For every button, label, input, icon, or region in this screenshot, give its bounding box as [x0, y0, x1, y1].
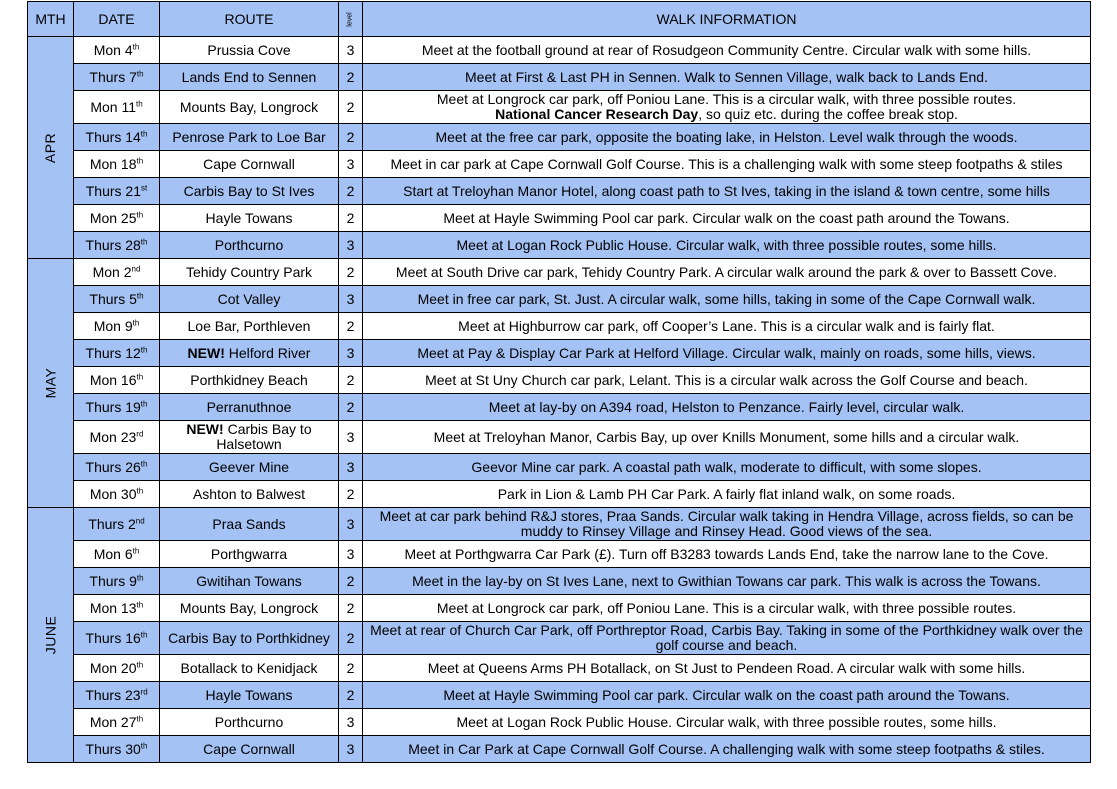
- walk-level: 2: [339, 622, 363, 655]
- walk-date-text: Mon 6: [93, 546, 133, 562]
- walk-row: [28, 568, 1091, 595]
- walk-route-text: Mounts Bay, Longrock: [179, 600, 319, 616]
- walk-date: [74, 313, 160, 340]
- walk-info-text: Meet at lay-by on A394 road, Helston to Penzance. Fairly level, circular walk.: [488, 399, 965, 415]
- walk-row: [28, 421, 1091, 454]
- walk-route-text: Prussia Cove: [207, 42, 291, 58]
- walk-route-text: Cape Cornwall: [203, 741, 295, 757]
- walk-route-text: Botallack to Kenidjack: [180, 660, 318, 676]
- walk-info: [363, 151, 1091, 178]
- walk-level: 3: [339, 37, 363, 64]
- walk-info-text: Meet at Longrock car park, off Poniou Lane. This is a circular walk, with three possible routes.: [436, 91, 1017, 107]
- date-suffix: th: [140, 629, 148, 639]
- walks-body: [28, 37, 1091, 763]
- walk-info: [363, 286, 1091, 313]
- walk-info: [363, 205, 1091, 232]
- walk-route-text: Porthkidney Beach: [190, 372, 308, 388]
- walk-level: 3: [339, 232, 363, 259]
- walk-level: 2: [339, 568, 363, 595]
- walk-info: [363, 568, 1091, 595]
- walk-date-text: Mon 2: [92, 264, 132, 280]
- walk-route: [160, 508, 339, 541]
- walk-route-text: Perranuthnoe: [206, 399, 292, 415]
- walk-route-text: Gwitihan Towans: [196, 573, 302, 589]
- walk-route: [160, 682, 339, 709]
- walk-level: 3: [339, 454, 363, 481]
- walk-level: 2: [339, 313, 363, 340]
- walk-route: [160, 595, 339, 622]
- walk-info-text: Meet at the free car park, opposite the boating lake, in Helston. Level walk through the woods.: [435, 129, 1018, 145]
- walk-row: [28, 151, 1091, 178]
- walk-date-text: Thurs 14: [85, 129, 141, 145]
- walk-route-text: Geever Mine: [208, 459, 290, 475]
- walk-info-text: Meet at rear of Church Car Park, off Porthreptor Road, Carbis Bay. Taking in some of the Porthkidney walk over the golf course and beach.: [370, 622, 1083, 653]
- date-suffix: th: [136, 600, 144, 610]
- walk-date-text: Mon 18: [89, 156, 137, 172]
- walk-level: 2: [339, 595, 363, 622]
- walk-info-text: Meet at Highburrow car park, off Cooper’s Lane. This is a circular walk and is fairly flat.: [458, 318, 995, 334]
- walk-level: 2: [339, 124, 363, 151]
- walk-date: [74, 595, 160, 622]
- walk-row: [28, 64, 1091, 91]
- walk-row: [28, 736, 1091, 763]
- walk-date: [74, 736, 160, 763]
- new-route-badge: NEW!: [186, 421, 224, 437]
- walk-date-text: Mon 23: [89, 428, 137, 445]
- walk-info-text: Meet in the lay-by on St Ives Lane, next to Gwithian Towans car park. This walk is across the Towans.: [412, 573, 1041, 589]
- walk-row: [28, 595, 1091, 622]
- walk-route-text: Carbis Bay to Porthkidney: [168, 629, 330, 646]
- walk-date: [74, 481, 160, 508]
- walk-info: [363, 421, 1091, 454]
- walk-info-text: Meet at First & Last PH in Sennen. Walk to Sennen Village, walk back to Lands End.: [465, 69, 988, 85]
- walk-date: [74, 394, 160, 421]
- date-suffix: th: [136, 291, 144, 301]
- walk-date: [74, 64, 160, 91]
- walk-route-text: Carbis Bay to Halsetown: [216, 421, 312, 452]
- walk-row: [28, 709, 1091, 736]
- walk-date-text: Mon 27: [89, 714, 137, 730]
- walk-date: [74, 655, 160, 682]
- walk-row: [28, 124, 1091, 151]
- walk-info: [363, 37, 1091, 64]
- date-suffix: th: [140, 345, 148, 355]
- walk-date: [74, 682, 160, 709]
- walk-date: [74, 367, 160, 394]
- walk-route: [160, 568, 339, 595]
- date-suffix: nd: [131, 264, 141, 274]
- walk-date: [74, 421, 160, 454]
- walk-info: [363, 313, 1091, 340]
- walk-info-extra: , so quiz etc. during the coffee break stop.: [698, 106, 958, 122]
- walk-date: [74, 340, 160, 367]
- date-suffix: th: [132, 318, 140, 328]
- header-row: [28, 2, 1091, 37]
- walk-info-text: Meet in free car park, St. Just. A circular walk, some hills, taking in some of the Cape Cornwall walk.: [417, 291, 1036, 307]
- walk-date-text: Thurs 21: [85, 183, 141, 199]
- walk-route-text: Tehidy Country Park: [185, 264, 313, 280]
- walk-row: [28, 367, 1091, 394]
- walk-info: [363, 454, 1091, 481]
- month-label-cell: [28, 508, 74, 763]
- walk-date: [74, 205, 160, 232]
- walk-info: [363, 340, 1091, 367]
- walk-route-text: Hayle Towans: [205, 210, 293, 226]
- walk-route: [160, 421, 339, 454]
- walk-route-text: Porthgwarra: [210, 546, 288, 562]
- walk-date: [74, 508, 160, 541]
- new-route-badge: NEW!: [187, 345, 225, 361]
- date-suffix: th: [140, 129, 148, 139]
- walk-info: [363, 64, 1091, 91]
- walk-date: [74, 91, 160, 124]
- walk-route: [160, 367, 339, 394]
- walk-info-text: Meet at Pay & Display Car Park at Helford Village. Circular walk, mainly on roads, some hills, views.: [417, 345, 1036, 361]
- walk-level: 2: [339, 178, 363, 205]
- walk-level: 3: [339, 508, 363, 541]
- walk-info: [363, 709, 1091, 736]
- walk-info: [363, 736, 1091, 763]
- walk-date: [74, 178, 160, 205]
- walk-route: [160, 64, 339, 91]
- walk-info-text: Meet at Logan Rock Public House. Circular walk, with three possible routes, some hills.: [456, 714, 997, 730]
- walk-date: [74, 124, 160, 151]
- walk-level: 2: [339, 91, 363, 124]
- walk-row: [28, 508, 1091, 541]
- walk-info-text: Meet at car park behind R&J stores, Praa Sands. Circular walk taking in Hendra Village, across fields, so can be muddy to Rinsey Village and Rinsey Head. Good views of the sea.: [379, 508, 1074, 539]
- walk-level: 3: [339, 736, 363, 763]
- walk-info: [363, 541, 1091, 568]
- walk-route: [160, 454, 339, 481]
- walk-info: [363, 622, 1091, 655]
- walk-info: [363, 682, 1091, 709]
- month-label: APR: [42, 132, 59, 163]
- walk-route-text: Lands End to Sennen: [181, 69, 317, 85]
- walk-info-text: Meet at Logan Rock Public House. Circular walk, with three possible routes, some hills.: [456, 237, 997, 253]
- walk-row: [28, 622, 1091, 655]
- walk-date-text: Mon 16: [89, 372, 137, 388]
- walk-date-text: Mon 4: [93, 42, 133, 58]
- walk-level: 3: [339, 340, 363, 367]
- walk-route: [160, 622, 339, 655]
- walk-info-text: Meet at the football ground at rear of Rosudgeon Community Centre. Circular walk with some hills.: [421, 42, 1032, 58]
- walk-date-text: Thurs 19: [85, 399, 141, 415]
- date-suffix: th: [136, 372, 144, 382]
- walk-date: [74, 541, 160, 568]
- walk-row: [28, 91, 1091, 124]
- date-suffix: th: [140, 459, 148, 469]
- walk-date-text: Mon 20: [89, 660, 137, 676]
- walk-row: [28, 394, 1091, 421]
- walk-route: [160, 655, 339, 682]
- date-suffix: th: [136, 573, 144, 583]
- walk-route-text: Cot Valley: [217, 291, 281, 307]
- walk-row: [28, 655, 1091, 682]
- walk-info-text: Meet at Porthgwarra Car Park (£). Turn off B3283 towards Lands End, take the narrow lane to the Cove.: [404, 546, 1049, 562]
- walk-date-text: Mon 25: [89, 210, 137, 226]
- walk-date: [74, 151, 160, 178]
- month-label-cell: [28, 259, 74, 508]
- walk-info-text: Park in Lion & Lamb PH Car Park. A fairly flat inland walk, on some roads.: [497, 486, 956, 502]
- date-suffix: th: [140, 741, 148, 751]
- walk-date-text: Thurs 2: [88, 515, 136, 532]
- walk-info-text: Meet at Queens Arms PH Botallack, on St Just to Pendeen Road. A circular walk with some hills.: [427, 660, 1026, 676]
- walk-info: [363, 595, 1091, 622]
- walk-info-text: Meet at Hayle Swimming Pool car park. Circular walk on the coast path around the Towans.: [443, 210, 1010, 226]
- walk-info-text: Meet at Treloyhan Manor, Carbis Bay, up over Knills Monument, some hills and a circular walk.: [433, 428, 1020, 445]
- walk-date: [74, 568, 160, 595]
- walk-date-text: Thurs 12: [85, 345, 141, 361]
- walk-route: [160, 37, 339, 64]
- walk-level: 2: [339, 64, 363, 91]
- header-month: MTH: [28, 2, 74, 37]
- date-suffix: th: [136, 714, 144, 724]
- walk-row: [28, 37, 1091, 64]
- walk-date-text: Mon 9: [93, 318, 133, 334]
- walk-date-text: Thurs 30: [85, 741, 141, 757]
- walk-date-text: Thurs 26: [85, 459, 141, 475]
- walk-route: [160, 709, 339, 736]
- walk-date: [74, 454, 160, 481]
- walk-info-text: Meet in car park at Cape Cornwall Golf Course. This is a challenging walk with some steep footpaths & stiles: [390, 156, 1063, 172]
- walk-row: [28, 481, 1091, 508]
- walk-info-text: Meet at Hayle Swimming Pool car park. Circular walk on the coast path around the Towans.: [443, 687, 1010, 703]
- walk-date: [74, 709, 160, 736]
- walk-date: [74, 232, 160, 259]
- month-label: JUNE: [42, 615, 59, 655]
- walks-schedule-table: [27, 1, 1091, 763]
- header-date: DATE: [74, 2, 160, 37]
- walk-date-text: Mon 13: [89, 600, 137, 616]
- walk-info: [363, 91, 1091, 124]
- walk-route-text: Ashton to Balwest: [192, 486, 306, 502]
- date-suffix: th: [136, 660, 144, 670]
- date-suffix: th: [136, 210, 144, 220]
- walk-date-text: Thurs 23: [85, 687, 141, 703]
- walk-row: [28, 454, 1091, 481]
- date-suffix: st: [141, 183, 148, 193]
- walk-date-text: Thurs 28: [85, 237, 141, 253]
- walk-row: [28, 541, 1091, 568]
- date-suffix: th: [136, 69, 144, 79]
- header-walk-info: WALK INFORMATION: [363, 2, 1091, 37]
- walk-info-text: Geevor Mine car park. A coastal path walk, moderate to difficult, with some slopes.: [471, 459, 982, 475]
- walk-date-text: Thurs 5: [89, 291, 137, 307]
- walk-info: [363, 259, 1091, 286]
- date-suffix: nd: [135, 515, 145, 525]
- walk-route: [160, 481, 339, 508]
- month-label: MAY: [42, 367, 59, 399]
- walk-date-text: Thurs 16: [85, 629, 141, 646]
- walk-date-text: Thurs 7: [89, 69, 137, 85]
- date-suffix: th: [136, 156, 144, 166]
- walk-level: 2: [339, 259, 363, 286]
- walk-level: 2: [339, 205, 363, 232]
- walk-route-text: Praa Sands: [212, 515, 286, 532]
- walk-route: [160, 286, 339, 313]
- walk-route: [160, 178, 339, 205]
- walk-level: 3: [339, 286, 363, 313]
- walk-row: [28, 259, 1091, 286]
- walk-info: [363, 481, 1091, 508]
- date-suffix: th: [136, 486, 144, 496]
- date-suffix: rd: [140, 687, 148, 697]
- walk-route: [160, 394, 339, 421]
- walk-info: [363, 367, 1091, 394]
- walk-row: [28, 286, 1091, 313]
- walk-route: [160, 736, 339, 763]
- walk-route: [160, 151, 339, 178]
- walk-info: [363, 508, 1091, 541]
- walk-row: [28, 313, 1091, 340]
- walk-route-text: Mounts Bay, Longrock: [179, 98, 319, 115]
- walk-level: 3: [339, 541, 363, 568]
- walk-level: 2: [339, 481, 363, 508]
- walk-row: [28, 205, 1091, 232]
- date-suffix: th: [136, 98, 143, 108]
- walk-route-text: Porthcurno: [214, 714, 284, 730]
- walk-date: [74, 37, 160, 64]
- walk-level: 2: [339, 394, 363, 421]
- walk-info: [363, 655, 1091, 682]
- walk-route: [160, 340, 339, 367]
- walk-route: [160, 259, 339, 286]
- walk-route: [160, 232, 339, 259]
- walk-row: [28, 232, 1091, 259]
- date-suffix: th: [140, 237, 148, 247]
- month-label-cell: [28, 37, 74, 259]
- walk-level: 2: [339, 367, 363, 394]
- walk-level: 3: [339, 709, 363, 736]
- walk-date: [74, 622, 160, 655]
- walk-info: [363, 232, 1091, 259]
- date-suffix: th: [132, 546, 140, 556]
- walk-route-text: Penrose Park to Loe Bar: [172, 129, 326, 145]
- header-level: level: [339, 2, 363, 37]
- walk-info: [363, 124, 1091, 151]
- walk-route-text: Cape Cornwall: [203, 156, 295, 172]
- walk-info-text: Meet in Car Park at Cape Cornwall Golf Course. A challenging walk with some steep footpaths & stiles.: [408, 741, 1045, 757]
- walk-level: 2: [339, 682, 363, 709]
- walk-date-text: Thurs 9: [89, 573, 137, 589]
- walk-route: [160, 205, 339, 232]
- walk-info: [363, 178, 1091, 205]
- walk-route-text: Loe Bar, Porthleven: [187, 318, 311, 334]
- walk-route: [160, 91, 339, 124]
- date-suffix: th: [140, 399, 148, 409]
- walk-date-text: Mon 11: [90, 98, 136, 115]
- walk-route: [160, 313, 339, 340]
- walk-info-text: Meet at St Uny Church car park, Lelant. This is a circular walk across the Golf Course and beach.: [425, 372, 1028, 388]
- walk-route-text: Carbis Bay to St Ives: [183, 183, 315, 199]
- walk-info-text: Meet at South Drive car park, Tehidy Country Park. A circular walk around the park & over to Bassett Cove.: [395, 264, 1058, 280]
- walk-route: [160, 124, 339, 151]
- walk-route: [160, 541, 339, 568]
- header-route: ROUTE: [160, 2, 339, 37]
- walk-row: [28, 178, 1091, 205]
- walk-level: 3: [339, 421, 363, 454]
- walk-info: [363, 394, 1091, 421]
- walk-info-text: Meet at Longrock car park, off Poniou Lane. This is a circular walk, with three possible routes.: [436, 600, 1017, 616]
- walk-row: [28, 682, 1091, 709]
- walk-route-text: Porthcurno: [214, 237, 284, 253]
- walk-level: 2: [339, 655, 363, 682]
- walk-date-text: Mon 30: [89, 486, 137, 502]
- walk-date: [74, 286, 160, 313]
- walk-route-text: Helford River: [224, 345, 311, 361]
- walk-date: [74, 259, 160, 286]
- walk-info-highlight: National Cancer Research Day: [495, 106, 699, 122]
- walk-row: [28, 340, 1091, 367]
- walk-level: 3: [339, 151, 363, 178]
- walk-route-text: Hayle Towans: [205, 687, 293, 703]
- walk-info-text: Start at Treloyhan Manor Hotel, along coast path to St Ives, taking in the island & town centre, some hills: [403, 183, 1050, 199]
- date-suffix: rd: [136, 428, 144, 438]
- date-suffix: th: [132, 42, 140, 52]
